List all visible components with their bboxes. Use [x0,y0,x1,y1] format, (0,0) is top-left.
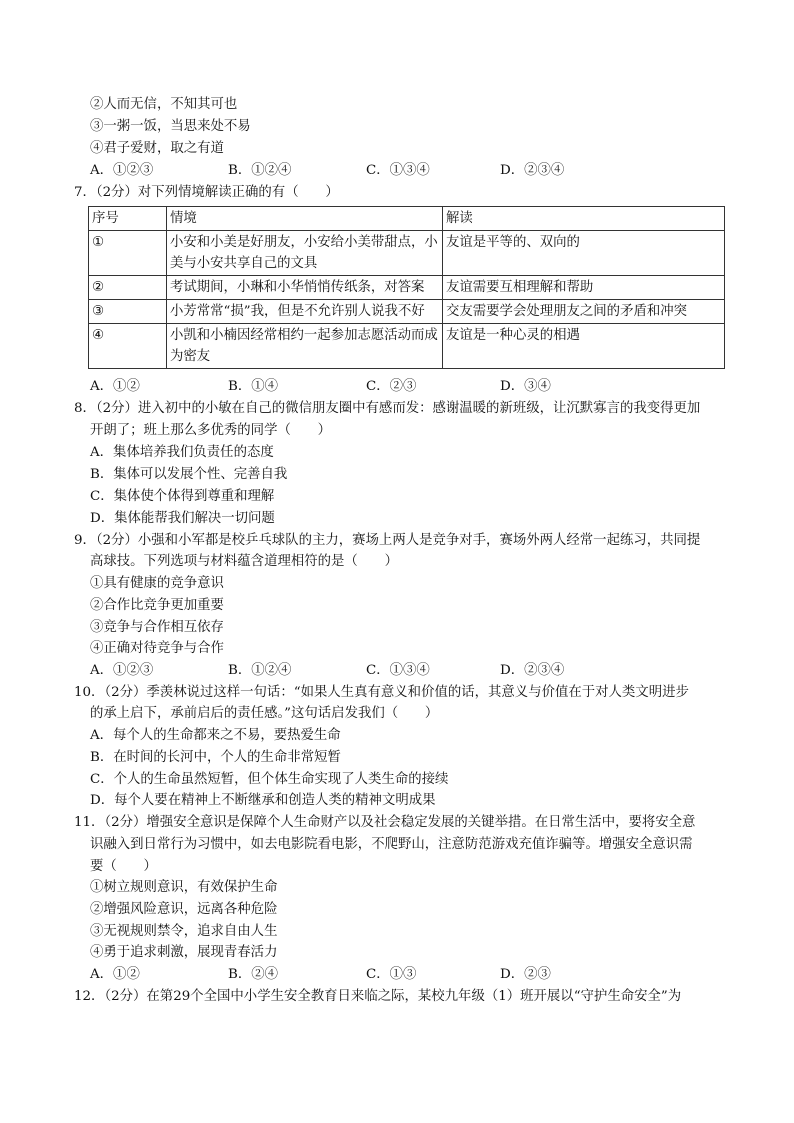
q9-item-1: ①具有健康的竞争意识 [90,576,224,591]
q9-item-2: ②合作比竞争更加重要 [90,598,224,613]
q12-stem-line1: 12．（2分）在第29个全国中小学生安全教育日来临之际，某校九年级（1）班开展以“守护生命安全”为 [74,989,682,1004]
header-scene: 情境 [167,207,443,231]
q9-option-c[interactable]: C．①③④ [366,663,430,678]
table-row [89,300,725,324]
header-no: 序号 [89,207,167,231]
q11-item-2: ②增强风险意识，远离各种危险 [90,902,278,917]
q7-option-c[interactable]: C．②③ [366,379,417,394]
q7-table [88,206,725,369]
q10-choice-c[interactable]: C．个人的生命虽然短暂，但个体生命实现了人类生命的接续 [90,772,449,787]
q10-choice-d[interactable]: D．每个人要在精神上不断继承和创造人类的精神文明成果 [90,793,436,808]
q7-option-d[interactable]: D．③④ [500,379,551,394]
q6-option-a[interactable]: A．①②③ [90,163,154,178]
q7-stem: 7．（2分）对下列情境解读正确的有（ ） [74,185,339,200]
row-no: ④ [89,324,167,369]
header-reading: 解读 [443,207,725,231]
row-scene: 小安和小美是好朋友，小安给小美带甜点，小美与小安共享自己的文具 [167,231,443,276]
q8-stem-line2: 开朗了；班上那么多优秀的同学（ ） [90,423,332,438]
q7-option-a[interactable]: A．①② [90,379,140,394]
q9-stem-line2: 高球技。下列选项与材料蕴含道理相符的是（ ） [90,554,398,569]
table-row [89,324,725,369]
q6-option-d[interactable]: D．②③④ [500,163,565,178]
row-no: ② [89,276,167,300]
q6-option-c[interactable]: C．①③④ [366,163,430,178]
row-no: ③ [89,300,167,324]
q7-option-b[interactable]: B．①④ [228,379,279,394]
q8-stem-line1: 8．（2分）进入初中的小敏在自己的微信朋友圈中有感而发：感谢温暖的新班级，让沉默寡言的我变得更加 [74,401,701,416]
q8-choice-d[interactable]: D．集体能帮我们解决一切问题 [90,511,275,526]
q10-stem-line1: 10．（2分）季羡林说过这样一句话：“如果人生真有意义和价值的话，其意义与价值在于对人类文明进步 [74,685,689,700]
q6-item-2: ②人而无信，不知其可也 [90,97,238,112]
q11-option-d[interactable]: D．②③ [500,967,551,982]
q11-item-3: ③无视规则禁令，追求自由人生 [90,924,278,939]
q11-item-1: ①树立规则意识，有效保护生命 [90,880,278,895]
q11-stem-line1: 11．（2分）增强安全意识是保障个人生命财产以及社会稳定发展的关键举措。在日常生活中，要将安全意 [74,815,696,830]
q8-choice-b[interactable]: B．集体可以发展个性、完善自我 [90,467,288,482]
table-row [89,231,725,276]
q9-item-4: ④正确对待竞争与合作 [90,641,224,656]
q11-option-a[interactable]: A．①② [90,967,140,982]
q8-choice-a[interactable]: A．集体培养我们负责任的态度 [90,445,274,460]
row-scene: 小芳常常“损”我，但是不允许别人说我不好 [167,300,443,324]
q9-option-b[interactable]: B．①②④ [228,663,292,678]
row-scene: 小凯和小楠因经常相约一起参加志愿活动而成为密友 [167,324,443,369]
q9-option-a[interactable]: A．①②③ [90,663,154,678]
row-reading: 友谊是一种心灵的相遇 [443,324,725,369]
q11-stem-line3: 要（ ） [90,859,157,874]
table-header-row [89,207,725,231]
q9-item-3: ③竞争与合作相互依存 [90,620,224,635]
q10-choice-b[interactable]: B．在时间的长河中，个人的生命非常短暂 [90,750,341,765]
q9-stem-line1: 9．（2分）小强和小军都是校乒乓球队的主力，赛场上两人是竞争对手，赛场外两人经常一起练习，共同提 [74,533,701,548]
q6-item-4: ④君子爱财，取之有道 [90,141,224,156]
q6-item-3: ③一粥一饭，当思来处不易 [90,119,251,134]
q11-option-b[interactable]: B．②④ [228,967,279,982]
q11-stem-line2: 识融入到日常行为习惯中，如去电影院看电影，不爬野山，注意防范游戏充值诈骗等。增强安全意识需 [90,837,693,852]
table-row [89,276,725,300]
q8-choice-c[interactable]: C．集体使个体得到尊重和理解 [90,489,275,504]
q10-stem-line2: 的承上启下，承前启后的责任感。”这句话启发我们（ ） [90,706,439,721]
q10-choice-a[interactable]: A．每个人的生命都来之不易，要热爱生命 [90,728,341,743]
row-scene: 考试期间，小琳和小华悄悄传纸条，对答案 [167,276,443,300]
q9-option-d[interactable]: D．②③④ [500,663,565,678]
row-no: ① [89,231,167,276]
q6-option-b[interactable]: B．①②④ [228,163,292,178]
q11-item-4: ④勇于追求刺激，展现青春活力 [90,945,278,960]
row-reading: 交友需要学会处理朋友之间的矛盾和冲突 [443,300,725,324]
q11-option-c[interactable]: C．①③ [366,967,417,982]
row-reading: 友谊是平等的、双向的 [443,231,725,276]
row-reading: 友谊需要互相理解和帮助 [443,276,725,300]
